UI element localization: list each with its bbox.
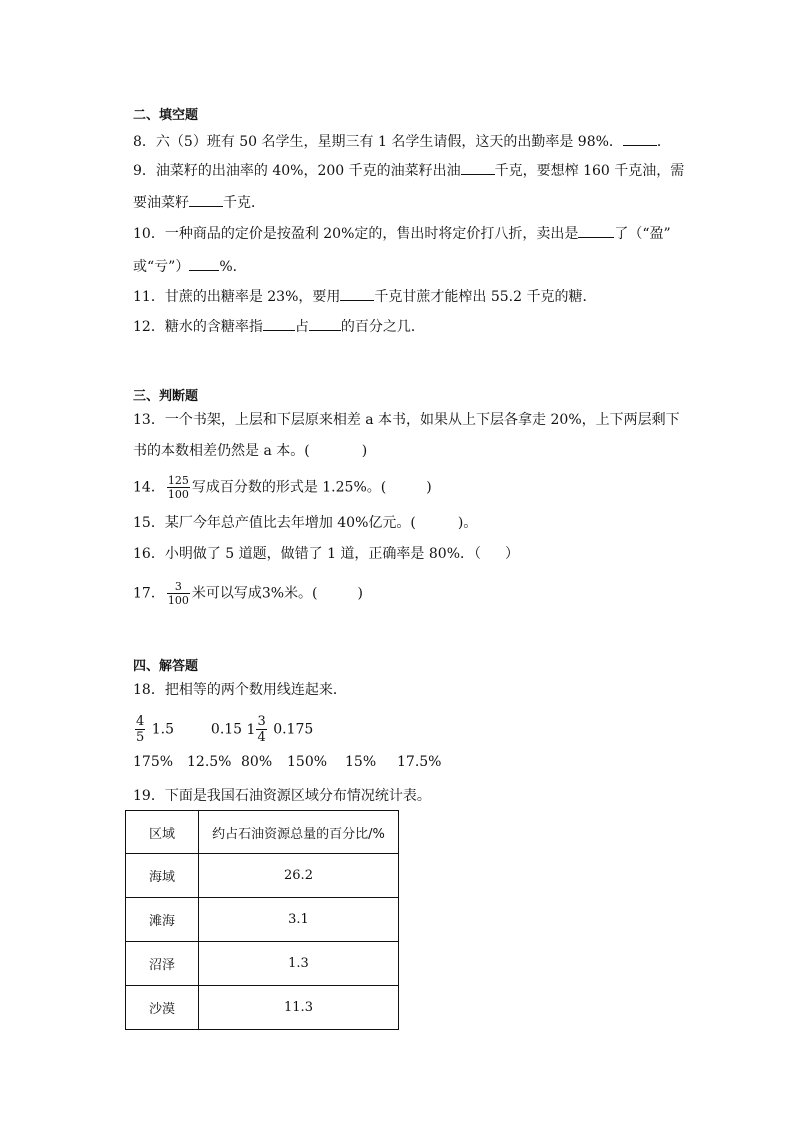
question-9-line-2: 要油菜籽 千克． — [133, 192, 265, 213]
percent-175[interactable]: 175% — [133, 754, 174, 770]
fraction-125-100: $\frac{125}{100}$ — [167, 474, 189, 501]
table-row — [126, 854, 399, 898]
answer-blank[interactable] — [309, 316, 341, 331]
number-1-5[interactable]: 1.5 — [151, 721, 174, 738]
answer-blank[interactable] — [189, 256, 219, 271]
percent-15[interactable]: 15% — [345, 754, 377, 770]
percent-17-5[interactable]: 17.5% — [397, 754, 442, 770]
percent-12-5[interactable]: 12.5% — [187, 754, 232, 770]
table-row — [126, 898, 399, 942]
table-cell: 1.3 — [199, 942, 399, 986]
percent-80[interactable]: 80% — [241, 754, 273, 770]
question-13-line-1: 13．一个书架，上层和下层原来相差 a 本书，如果从上下层各拿走 20%，上下两层剩下 — [133, 412, 680, 428]
table-header-cell: 区域 — [126, 811, 199, 854]
table-cell: 11.3 — [199, 986, 399, 1030]
question-9-line-1: 9．油菜籽的出油率的 40%，200 千克的油菜籽出油 千克，要想榨 160 千克油，需 — [133, 160, 684, 181]
table-row — [126, 942, 399, 986]
table-cell: 滩海 — [126, 898, 199, 942]
answer-blank[interactable] — [623, 131, 657, 146]
table-header-row — [126, 811, 399, 854]
question-18-title: 18．把相等的两个数用线连起来． — [133, 682, 347, 698]
table-cell: 沙漠 — [126, 986, 199, 1030]
answer-blank[interactable] — [578, 223, 614, 238]
answer-blank[interactable] — [189, 192, 223, 207]
question-18-numbers — [133, 714, 313, 745]
oil-distribution-table — [125, 810, 399, 1030]
question-13-line-2: 书的本数相差仍然是 a 本。( ) — [133, 443, 368, 459]
question-10-line-2: 或“亏”） %． — [133, 256, 247, 277]
table-cell: 沼泽 — [126, 942, 199, 986]
mixed-number-1-3-4[interactable]: 1 $\frac{3}{4}$ — [246, 714, 266, 745]
question-19-title: 19．下面是我国石油资源区域分布情况统计表。 — [133, 788, 431, 804]
answer-blank[interactable] — [461, 160, 495, 175]
answer-blank[interactable] — [340, 286, 374, 301]
answer-blank[interactable] — [263, 316, 295, 331]
fraction-4-5[interactable]: $\frac{4}{5}$ — [136, 714, 145, 745]
question-8: 8．六（5）班有 50 名学生，星期三有 1 名学生请假，这天的出勤率是 98%． ． — [133, 131, 671, 152]
table-cell: 3.1 — [199, 898, 399, 942]
section-title-fill: 二、填空题 — [133, 108, 199, 123]
question-15: 15．某厂今年总产值比去年增加 40%亿元。( )。 — [133, 515, 478, 531]
question-18-percents — [133, 752, 441, 772]
number-0-15[interactable]: 0.15 — [210, 721, 243, 738]
table-cell: 海域 — [126, 854, 199, 898]
table-header-cell: 约占石油资源总量的百分比/% — [199, 811, 399, 854]
table-cell: 26.2 — [199, 854, 399, 898]
question-11: 11．甘蔗的出糖率是 23%，要用 千克甘蔗才能榨出 55.2 千克的糖． — [133, 286, 596, 307]
number-0-175[interactable]: 0.175 — [273, 721, 314, 738]
question-14: 14． $\frac{125}{100}$ 写成百分数的形式是 1.25%。( ) — [133, 474, 432, 501]
question-12: 12．糖水的含糖率指 占 的百分之几． — [133, 316, 425, 337]
table-row — [126, 986, 399, 1030]
question-16: 16．小明做了 5 道题，做错了 1 道，正确率是 80%．（ ） — [133, 546, 519, 562]
section-title-solve: 四、解答题 — [133, 659, 199, 674]
section-title-judge: 三、判断题 — [133, 389, 199, 404]
fraction-3-100: $\frac{3}{100}$ — [167, 580, 189, 607]
percent-150[interactable]: 150% — [287, 754, 328, 770]
question-10-line-1: 10．一种商品的定价是按盈利 20%定的，售出时将定价打八折，卖出是 了（“盈” — [133, 223, 671, 244]
question-17: 17． $\frac{3}{100}$ 米可以写成3%米。( ) — [133, 580, 363, 607]
